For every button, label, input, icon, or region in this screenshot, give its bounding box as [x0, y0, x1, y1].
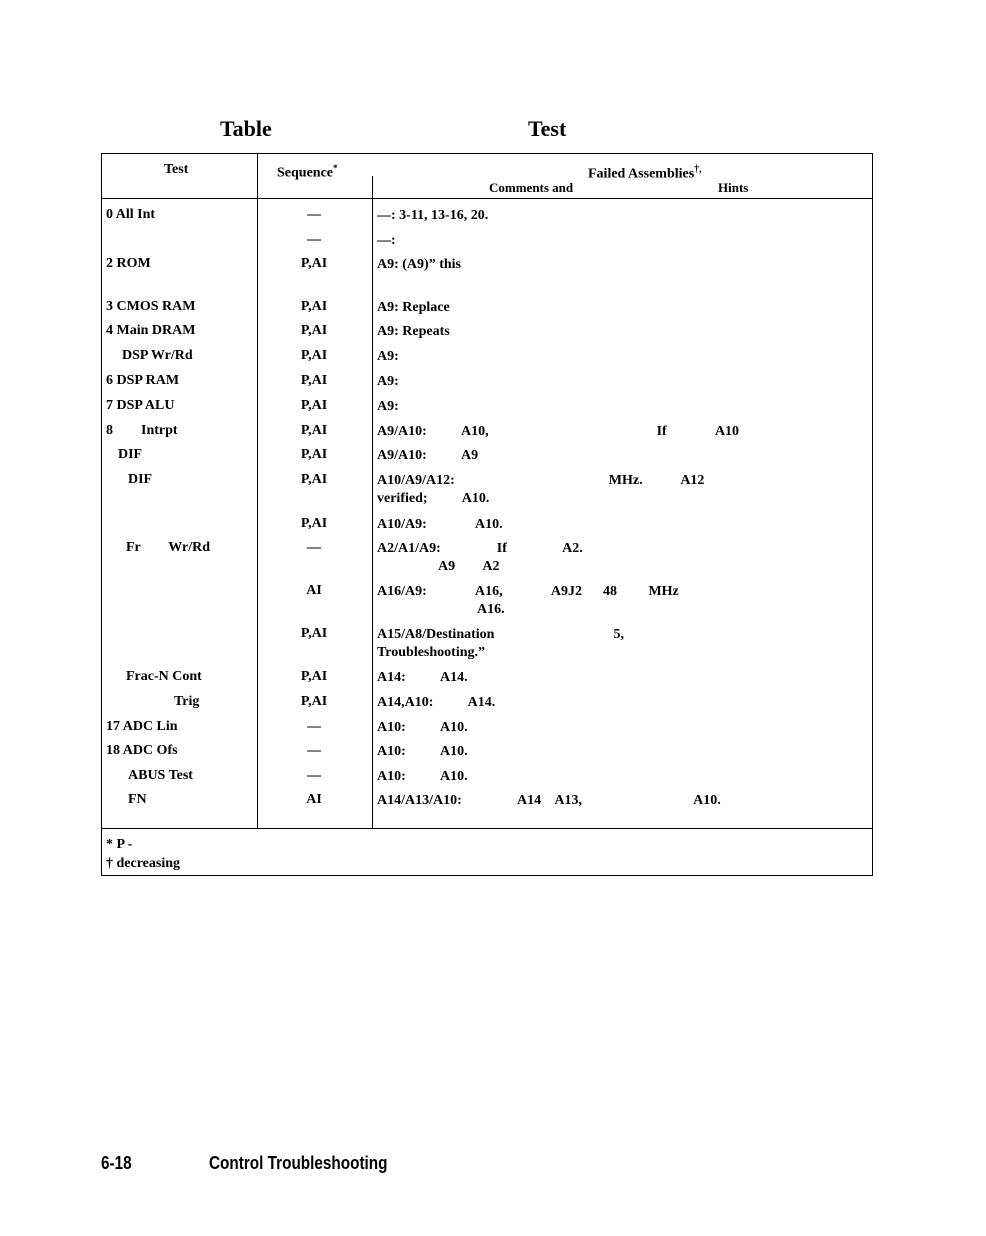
footnote-assemblies: † decreasing [106, 856, 181, 871]
header-hints: Hints [718, 180, 749, 195]
header-test: Test [164, 162, 189, 177]
header-failed-assemblies: Failed Assemblies†, [588, 164, 702, 182]
page-number: 6-18 [101, 1153, 132, 1173]
column-divider-2 [372, 176, 373, 828]
header-divider [102, 198, 872, 199]
header-sequence: Sequence* [277, 163, 338, 181]
footnote-sequence: * P - [106, 837, 133, 852]
header-comments: Comments and [489, 180, 574, 195]
table-title-right: Test [528, 116, 567, 141]
table-title-left: Table [220, 116, 272, 141]
self-test-table: Test Sequence* Failed Assemblies†, Comments and Hints 0 All Int — —: 3-11, 13-16, 20. — —: 2 ROM P,AI A9: (A9)” this 3 CMOS RAM P,AI A9: Replace 4 Main DRAM P,AI A9: Repeats DSP Wr/Rd P,AI A9: 6 DSP RAM P,AI A9: 7 DSP ALU P,AI A9: 8 Intrpt P,AI A9/A10: A10, If A10 DIF P,AI A9/A10: A9 DIF P,AI A10/A9/A12: MHz. A12 verified; A10. P,AI A10/A9: A10. Fr Wr/Rd — A2/A1/A9: If A2. A9 A2 AI A16/A9: A16, A9J2 48 MHz A16. P,AI A15/A8/Destination 5, Troubleshooting.” Frac-N Cont P,AI A14: A14. Trig P,AI A14,A10: A14. 17 ADC Lin — A10: A10. 18 ADC Ofs — A10: A10. ABUS Test — A10: A10. FN AI A14/A13/A10: A14 A13, A10. * P - † decreasing [101, 153, 873, 876]
notes-divider [102, 828, 872, 829]
section-title: Control Troubleshooting [209, 1153, 388, 1173]
